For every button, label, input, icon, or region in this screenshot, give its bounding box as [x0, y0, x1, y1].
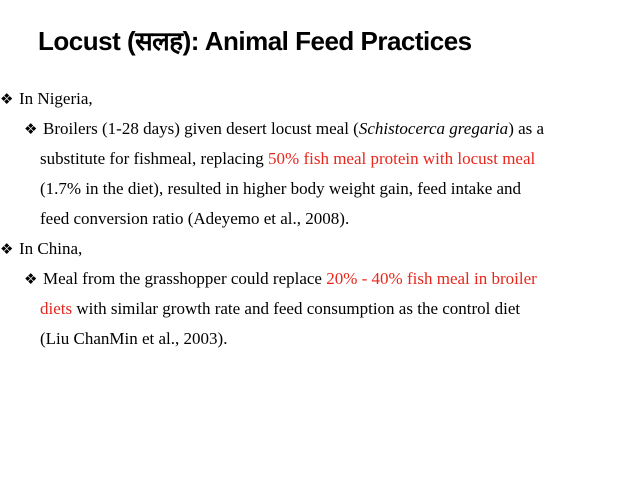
bullet-china: [0, 234, 638, 264]
highlight-text: 50% fish meal protein with locust meal: [268, 149, 536, 168]
slide-title: Locust (सलह): Animal Feed Practices: [38, 26, 472, 56]
text-run: (Liu ChanMin et al., 2003).: [40, 329, 228, 348]
sub-bullet-broilers: [0, 114, 638, 144]
continuation-line: [0, 294, 638, 324]
text-run: ) as a: [508, 119, 545, 138]
diamond-bullet-icon: ❖: [0, 240, 14, 258]
section-heading-nigeria: In Nigeria,: [19, 89, 93, 108]
continuation-line: [0, 204, 638, 234]
species-name: Schistocerca gregaria: [358, 119, 509, 138]
slide-body: [0, 84, 638, 354]
bullet-nigeria: [0, 84, 638, 114]
text-run: Broilers (1-28 days) given desert locust meal (: [43, 119, 359, 138]
sub-bullet-grasshopper: [0, 264, 638, 294]
text-run: (1.7% in the diet), resulted in higher body weight gain, feed intake and: [40, 179, 522, 198]
text-run: Meal from the grasshopper could replace: [43, 269, 327, 288]
continuation-line: [0, 324, 638, 354]
text-run: substitute for fishmeal, replacing: [40, 149, 269, 168]
continuation-line: [0, 144, 638, 174]
highlight-text: 20% - 40% fish meal in broiler: [326, 269, 537, 288]
text-run: with similar growth rate and feed consumption as the control diet: [72, 299, 521, 318]
continuation-line: [0, 174, 638, 204]
diamond-bullet-icon: ❖: [24, 120, 38, 138]
diamond-bullet-icon: ❖: [24, 270, 38, 288]
diamond-bullet-icon: ❖: [0, 90, 14, 108]
section-heading-china: In China,: [19, 239, 83, 258]
text-run: feed conversion ratio (Adeyemo et al., 2008).: [40, 209, 350, 228]
highlight-text: diets: [40, 299, 73, 318]
